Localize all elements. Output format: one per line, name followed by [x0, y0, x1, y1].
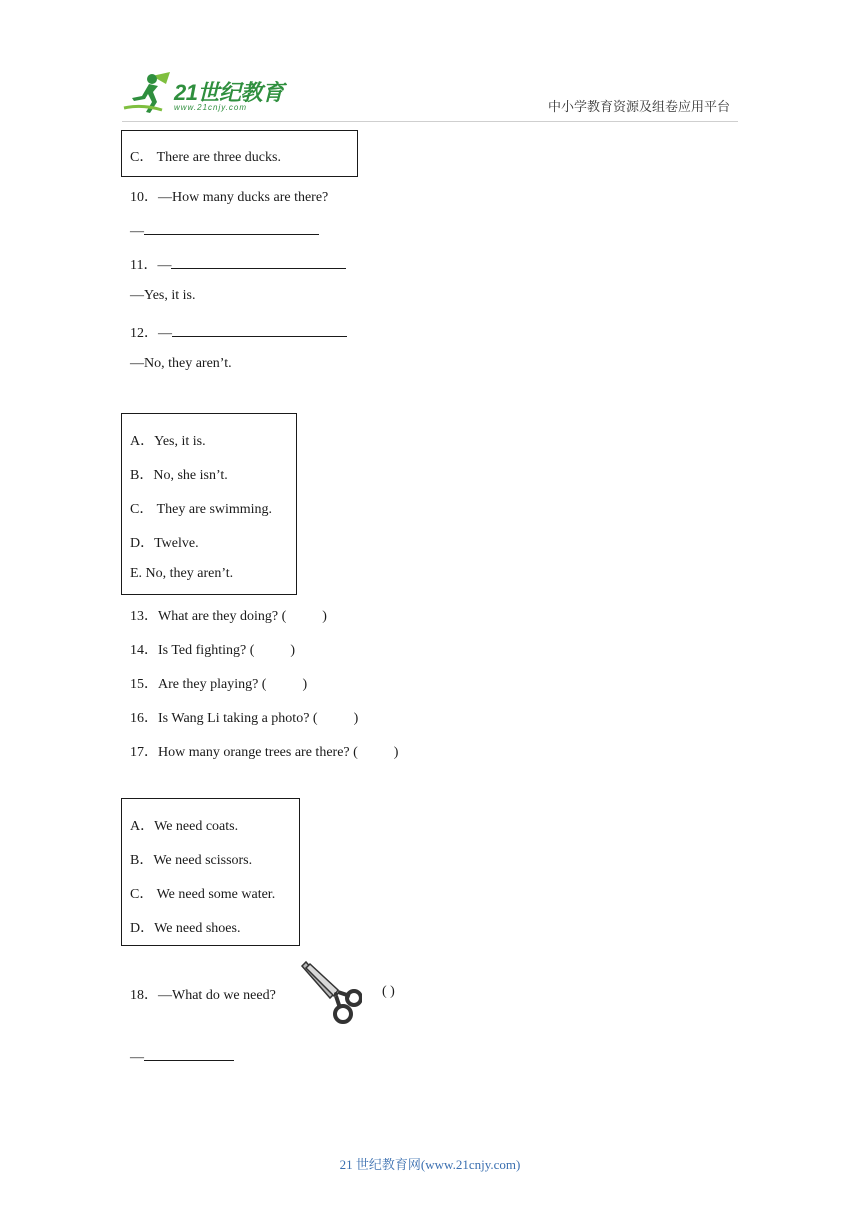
answer-line-18: [130, 1046, 234, 1066]
footer-link[interactable]: 21 世纪教育网(www.21cnjy.com): [339, 1157, 521, 1172]
question-10: 10．—How many ducks are there?: [130, 190, 329, 205]
option-e: E. No, they aren’t.: [130, 566, 234, 581]
answer-blank-11[interactable]: [171, 254, 346, 269]
question-text: 17．How many orange trees are there? (: [130, 745, 358, 760]
option-a: A．Yes, it is.: [130, 434, 206, 449]
answer-line-10: [130, 220, 319, 240]
site-logo: [122, 70, 292, 116]
options-box-middle: [121, 413, 297, 595]
question-14: [130, 639, 295, 659]
close-paren: ): [353, 711, 359, 726]
header-divider: [122, 121, 738, 122]
close-paren: ): [393, 745, 399, 760]
answer-blank-10[interactable]: [144, 220, 319, 235]
option-c: C． We need some water.: [130, 887, 276, 902]
runner-logo-icon: [122, 70, 174, 116]
option-c: C． They are swimming.: [130, 502, 273, 517]
option-b: B．No, she isn’t.: [130, 468, 228, 483]
answer-blank-12[interactable]: [172, 322, 347, 337]
header-tagline: 中小学教育资源及组卷应用平台: [548, 99, 731, 114]
question-18: 18．—What do we need?: [130, 988, 276, 1003]
question-17: [130, 741, 398, 761]
scissors-icon: [300, 960, 362, 1026]
answer-11: —Yes, it is.: [130, 288, 196, 303]
question-text: 16．Is Wang Li taking a photo? (: [130, 711, 318, 726]
logo-url: www.21cnjy.com: [174, 103, 247, 112]
question-15: [130, 673, 307, 693]
answer-blank-18[interactable]: [144, 1046, 234, 1061]
question-11-prompt: 11．—: [130, 258, 172, 273]
question-text: 13．What are they doing? (: [130, 609, 287, 624]
option-a: A．We need coats.: [130, 819, 239, 834]
question-12-prompt: 12．—: [130, 326, 172, 341]
question-text: 14．Is Ted fighting? (: [130, 643, 255, 658]
answer-paren-18[interactable]: ( ): [382, 984, 395, 999]
question-16: [130, 707, 358, 727]
question-12: [130, 322, 347, 342]
question-13: [130, 605, 327, 625]
close-paren: ): [290, 643, 296, 658]
question-11: [130, 254, 346, 274]
close-paren: ): [322, 609, 327, 624]
answer-prefix: —: [130, 1050, 144, 1065]
option-c: C． There are three ducks.: [130, 150, 281, 165]
options-box-top: [121, 130, 358, 177]
question-text: 15．Are they playing? (: [130, 677, 267, 692]
option-d: D．We need shoes.: [130, 921, 241, 936]
close-paren: ): [302, 677, 308, 692]
logo-wordmark: 21世纪教育: [174, 80, 284, 105]
option-b: B．We need scissors.: [130, 853, 253, 868]
answer-12: —No, they aren’t.: [130, 356, 232, 371]
option-d: D．Twelve.: [130, 536, 199, 551]
answer-prefix: —: [130, 224, 144, 239]
options-box-bottom: [121, 798, 300, 946]
